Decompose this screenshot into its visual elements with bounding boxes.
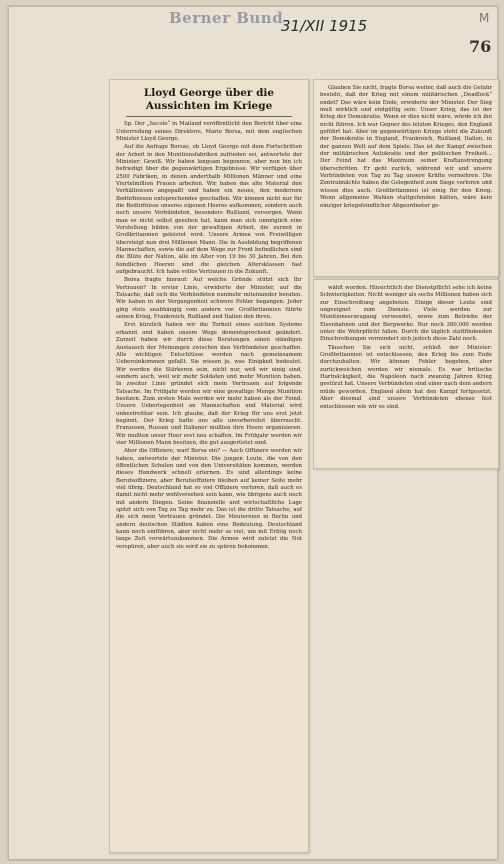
paragraph: Glauben Sie nicht, fragte Borsa weiter, daß auch die Gefahr besteht, daß der Krieg mit einem militärischen „Deadlock“ endet? Das wäre kein Ende, erwiderte der Minister. Der Sieg muß wirklich und endgültig sein. Unser Krieg, das ist der Krieg der Demokratie. Wenn er dies nicht wäre, würde ich ihn nicht führen. Ich war Gegner des letzten Krieges, den England geführt hat. Aber im gegenwärtigen Kriege steht die Zukunft der Demokratie in England, Frankreich, Rußland, Italien, in der ganzen Welt auf dem Spiele. Das ist der Kampf zwischen der militärischen Autokratie und der politischen Freiheit... Der Feind hat das Maximum seiner Kraftanstrengung überschritten. Er geht zurück, während wir und unsere Verbündeten von Tag zu Tag unsere Kräfte vermehren. Die Zentralmächte haben die Gelegenheit zum Siege verloren und wissen dies auch. Großbritannien ist einig für den Krieg. Wenn allgemeine Wahlen stattgefunden hätten, wäre kein einziger kriegsfeindlicher Abgeordneter ge- (320, 85, 493, 209)
title-rule (126, 116, 292, 117)
paragraph: Aber die Offiziere, warf Borsa ein? — Auch Offiziere werden wir haben, antwortete der Minister. Die jungen Leute, die von den öffentlichen Schulen und von den Universitäten kommen, werden dieses Handwerk schnell erlernen. Es sind allerdings keine Berufsoffiziere, aber Berufsoffiziere bleiben auf keiner Seite mehr viel übrig. Deutschland hat so viel Offiziere verloren, daß auch es damit nicht mehr wohlversehen sein kann, wie übrigens auch noch mit andern Dingen. Seine finanzielle und wirtschaftliche Lage spitzt sich von Tag zu Tag mehr zu. Das ist die dritte Tatsache, auf die sich mein Vertrauen gründet. Die Meutereien in Berlin und andern deutschen Städten haben eine Bedeutung. Deutschland kann noch einführen, aber nicht mehr so viel, um mit Erfolg noch lange Zeit vorwärtszukommen. Die Armee wird zuletzt die Not verspüren, aber auch sie wird sie zu spüren bekommen. (116, 448, 302, 550)
newspaper-stamp: Berner Bund (169, 9, 284, 27)
page-number: 76 (469, 37, 492, 56)
corner-mark: M (479, 11, 490, 25)
article-column-3 (320, 285, 492, 411)
clipping-main (109, 79, 309, 853)
archive-sheet (8, 6, 498, 860)
paragraph: Täuschen Sie sich nicht, schloß der Minister: Großbritannien ist entschlossen, den Krieg bis zum Ende durchzuhalten. Wir können Fehler begehen, aber zurückweichen werden wir niemals. Es war britische Hartnäckigkeit, die Napoleon nach zwanzig Jahren Krieg gestürzt hat. Unsere Verbündeten sind einer nach dem andern müde geworden. England allein hat den Kampf fortgesetzt. Aber diesmal sind unsere Verbündeten ebenso fest entschlossen wie wir es sind. (320, 344, 492, 410)
clipping-continued-bottom (313, 279, 499, 469)
article-column-1 (116, 121, 302, 551)
paragraph: wählt worden. Hinsichtlich der Dienstpflicht sehe ich keine Schwierigkeiten. Nicht weniger als sechs Millionen haben sich zur Einschreibung angeboten. Einige dieser Leute sind ungeeignet zum Dienste. Viele werden zur Munitionserzeugung verwendet, sowie zum Betriebe der Eisenbahnen und der Bergwerke. Nur noch 380,000 werden unter die Wehrpflicht fallen. Durch die täglich stattfindenden Einschreibungen vermindert sich jedoch diese Zahl noch. (320, 285, 492, 343)
clipping-continued-top (313, 79, 499, 277)
paragraph: Erst kürzlich haben wir die Torheit eines solchen Systems erkannt und haben unsere Wege dementsprechend geändert. Zurzeit haben wir durch diese Beratungen einen ständigen Austausch der Meinungen zwischen den Verbündeten geschaffen. Alle wichtigen Entschlüsse werden nach gemeinsamem Uebereinkommen gefaßt. Sie wissen ja, was Einigkeit bedeutet. Wir werden die Stärkeren sein, nicht nur, weil wir einig sind, sondern auch, weil wir mehr Soldaten und mehr Munition haben. In zweiter Linie gründet sich mein Vertrauen auf folgende Tatsache. Im Frühjahr werden wir eine gewaltige Menge Munition besitzen. Zum ersten Male werden wir mehr haben als der Feind. Unsere Ueberlegenheit an Mannschaften und Material wird unbestreitbar sein. Ich glaube, daß der Krieg für uns erst jetzt beginnt. Der Krieg hatte uns alle unvorbereitet überrascht. Franzosen, Russen und Italiener mußten ihre Heere organisieren. Wir mußten unser Heer erst neu schaffen. Im Frühjahr werden wir vier Millionen Mann besitzen, die gut ausgerüstet sind. (116, 322, 302, 446)
article-column-2 (320, 85, 492, 210)
handwritten-date: 31/XII 1915 (281, 17, 368, 35)
paragraph: Borsa fragte hierauf: Auf welche Gründe stützt sich Ihr Vertrauen? In erster Linie, erwiderte der Minister, auf die Tatsache, daß sich die Verbündeten nunmehr miteinander beraten. Wir haben in der Vergangenheit schwere Fehler begangen. Jeder ging stets unabhängig vom andern vor. Großbritannien führte seinen Krieg, Frankreich, Rußland und Italien den ihren. (116, 277, 302, 321)
article-title: Lloyd George über die Aussichten im Kriege (143, 87, 275, 112)
paragraph: Auf die Anfrage Borsas, ob Lloyd George mit dem Fortschritten der Arbeit in den Munitionsfabriken zufrieden sei, antwortete der Minister: Gewiß. Wir haben langsam begonnen, aber nun bin ich befriedigt über die gegenwärtigen Ergebnisse. Wir verfügen über 2500 Fabriken, in denen anderthalb Millionen Männer und eine Viertelmillion Frauen arbeiten. Wir haben das alte Material den Verhältnissen angepaßt und haben ein neues, den modernen Bedürfnissen entsprechendes geschaffen. Wir können nicht nur für die Bedürfnisse unseres eigenen Heeres aufkommen, sondern auch noch unsere Verbündeten, besonders Rußland, versorgen. Wenn man es nicht selbst gesehen hat, kann man sich unmöglich eine Vorstellung bilden von der gewaltigen Arbeit, die zurzeit in Großbritannien geleistet wird. Unsere Armee von Freiwilligen übersteigt nun drei Millionen Mann. Die in Ausbildung begriffenen Mannschaften, sowie die auf dem Wege zur Front befindlichen sind die Blüte der Nation, alle im Alter von 19 bis 30 Jahren. Bei den feindlichen Heeren sind die gleichen Altersklassen fast aufgebraucht. Ich habe volles Vertrauen in die Zukunft. (116, 144, 302, 276)
paragraph: Sp. Der „Secolo“ in Mailand veröffentlicht den Bericht über eine Unterredung seines Direktors, Mario Borsa, mit dem englischen Minister Lloyd George. (116, 121, 302, 142)
